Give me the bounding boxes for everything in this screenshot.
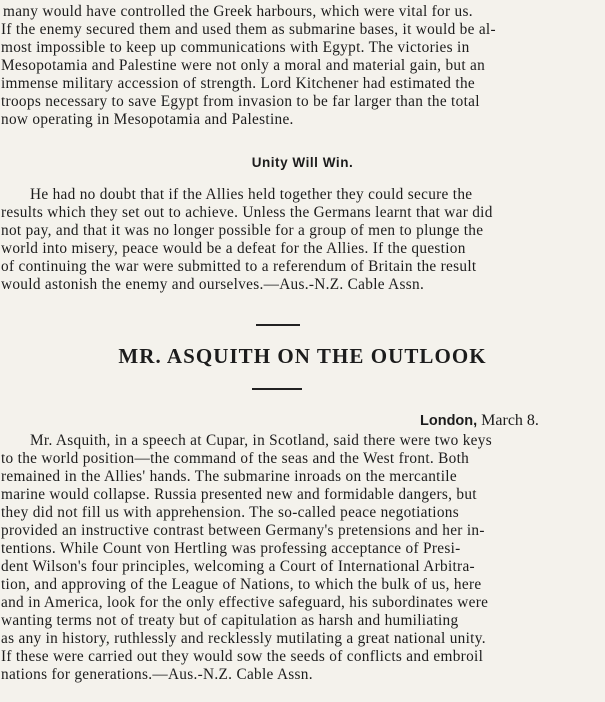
text-line: If the enemy secured them and used them as submarine bases, it would be al- (1, 21, 496, 38)
text-line: provided an instructive contrast between Germany's pretensions and her in- (1, 522, 485, 539)
text-line: many would have controlled the Greek harbours, which were vital for us. (3, 3, 473, 20)
text-line: remained in the Allies' hands. The submarine inroads on the mercantile (1, 468, 457, 485)
text-line: dent Wilson's four principles, welcoming a Court of International Arbitra- (1, 558, 475, 575)
text-line: Mr. Asquith, in a speech at Cupar, in Scotland, said there were two keys (30, 432, 492, 449)
separator-rule (256, 324, 300, 326)
text-line: troops necessary to save Egypt from invasion to be far larger than the total (1, 93, 480, 110)
subheading: Unity Will Win. (251, 155, 354, 170)
text-line: now operating in Mesopotamia and Palestine. (1, 111, 294, 128)
text-line: He had no doubt that if the Allies held together they could secure the (30, 186, 473, 203)
text-line: tion, and approving of the League of Nations, to which the bulk of us, here (1, 576, 482, 593)
text-line: would astonish the enemy and ourselves.—Aus.-N.Z. Cable Assn. (1, 276, 425, 293)
text-line: Mesopotamia and Palestine were not only a moral and material gain, but an (1, 57, 486, 74)
article-headline: MR. ASQUITH ON THE OUTLOOK (118, 344, 487, 368)
dateline-date: March 8. (481, 412, 539, 429)
dateline (420, 412, 539, 430)
text-line: results which they set out to achieve. Unless the Germans learnt that war did (1, 204, 493, 221)
text-line: and in America, look for the only effective safeguard, his subordinates were (1, 594, 489, 611)
text-line: as any in history, ruthlessly and recklessly mutilating a great national unity. (1, 630, 486, 647)
text-line: marine would collapse. Russia presented new and formidable dangers, but (1, 486, 477, 503)
headline-rule (252, 388, 302, 390)
text-line: not pay, and that it was no longer possible for a group of men to plunge the (1, 222, 484, 239)
text-line: world into misery, peace would be a defeat for the Allies. If the question (1, 240, 466, 257)
text-line: tentions. While Count von Hertling was professing acceptance of Presi- (1, 540, 461, 557)
dateline-place: London, (420, 413, 478, 429)
text-line: to the world position—the command of the seas and the West front. Both (1, 450, 470, 467)
text-line: of continuing the war were submitted to a referendum of Britain the result (1, 258, 477, 275)
text-line: immense military accession of strength. Lord Kitchener had estimated the (1, 75, 475, 92)
text-line: most impossible to keep up communications with Egypt. The victories in (1, 39, 470, 56)
text-line: they did not fill us with apprehension. The so-called peace negotiations (1, 504, 460, 521)
text-line: nations for generations.—Aus.-N.Z. Cable Assn. (1, 666, 313, 683)
text-line: If these were carried out they would sow the seeds of conflicts and embroil (1, 648, 484, 665)
text-line: wanting terms not of treaty but of capitulation as harsh and humiliating (1, 612, 459, 629)
